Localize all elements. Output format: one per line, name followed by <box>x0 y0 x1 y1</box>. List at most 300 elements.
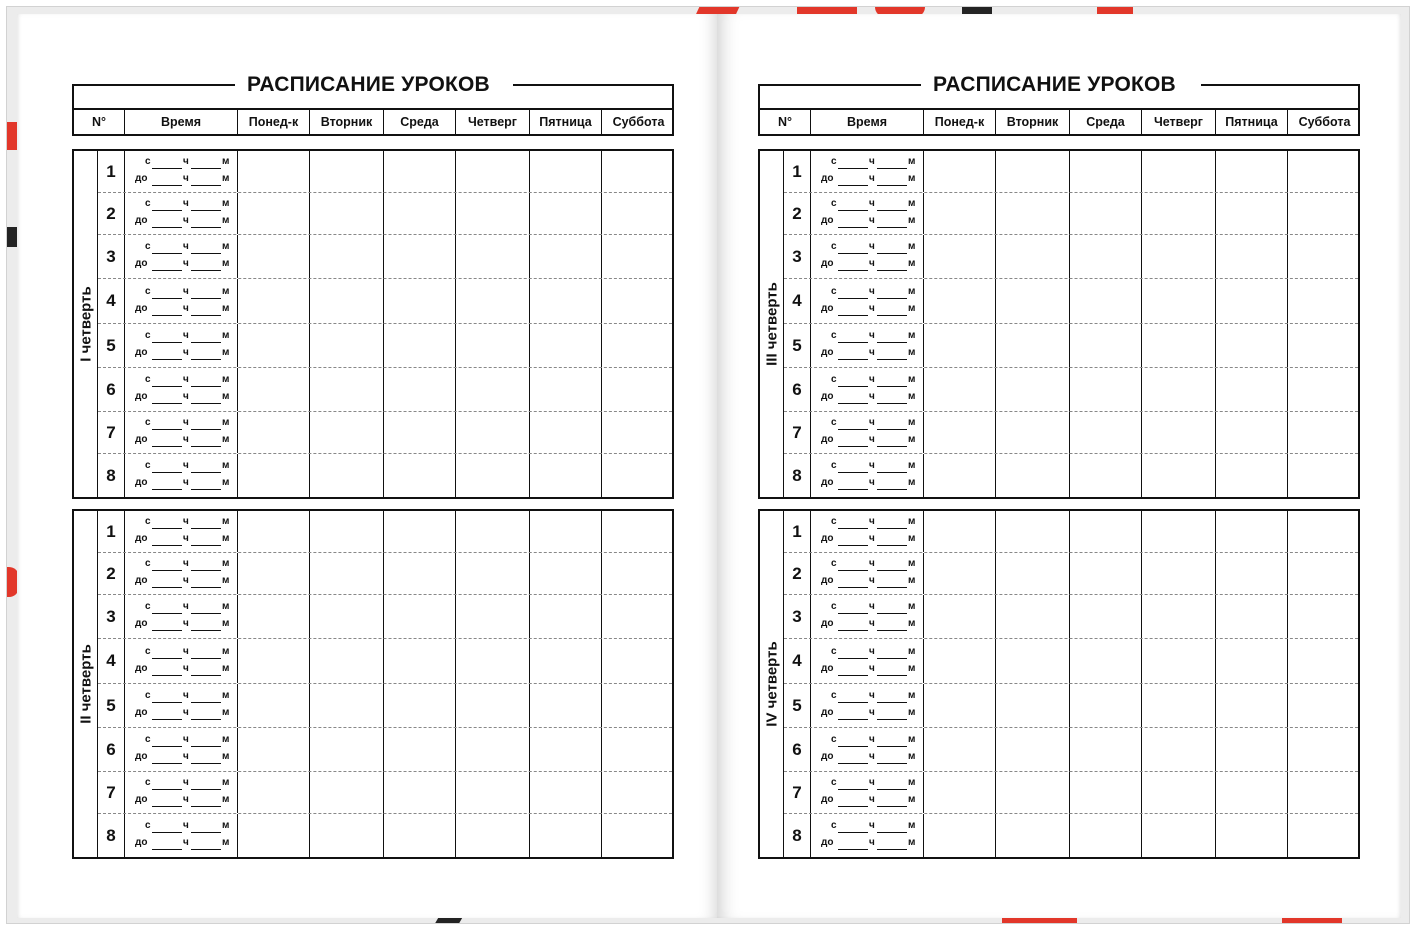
subject-cell[interactable] <box>1216 151 1288 192</box>
time-prefix: до <box>821 477 834 488</box>
lesson-row <box>98 728 672 772</box>
minutes-unit: м <box>908 477 916 488</box>
lesson-time-cell[interactable] <box>125 324 238 367</box>
subject-cell[interactable] <box>924 553 996 594</box>
lesson-row <box>784 553 1358 595</box>
column-header: Суббота <box>1298 115 1351 129</box>
subject-cell[interactable] <box>456 511 530 552</box>
subject-cell[interactable] <box>1142 279 1216 323</box>
subject-cell[interactable] <box>1288 454 1361 497</box>
subject-cell[interactable] <box>996 595 1070 638</box>
column-header: Понед-к <box>924 110 996 134</box>
subject-cell[interactable] <box>530 814 602 857</box>
subject-cell[interactable] <box>238 639 310 683</box>
subject-cell[interactable] <box>602 595 675 638</box>
subject-cell[interactable] <box>310 454 384 497</box>
lesson-time-cell[interactable] <box>811 279 924 323</box>
subject-cell[interactable] <box>1288 553 1361 594</box>
subject-cell[interactable] <box>384 368 456 411</box>
hours-unit: ч <box>183 820 189 831</box>
lesson-number: 5 <box>98 684 125 727</box>
subject-cell[interactable] <box>1070 324 1142 367</box>
subject-cell[interactable] <box>1142 324 1216 367</box>
hour-blank <box>838 168 868 169</box>
subject-cell[interactable] <box>384 684 456 727</box>
subject-cell[interactable] <box>1288 814 1361 857</box>
subject-cell[interactable] <box>1288 324 1361 367</box>
subject-cell[interactable] <box>310 772 384 813</box>
subject-cell[interactable] <box>310 511 384 552</box>
subject-cell[interactable] <box>996 814 1070 857</box>
subject-cell[interactable] <box>602 553 675 594</box>
lesson-time-cell[interactable] <box>811 324 924 367</box>
subject-cell[interactable] <box>310 235 384 278</box>
minute-blank <box>877 315 907 316</box>
subject-cell[interactable] <box>384 553 456 594</box>
subject-cell[interactable] <box>1142 235 1216 278</box>
time-prefix: до <box>821 794 834 805</box>
subject-cell[interactable] <box>310 814 384 857</box>
subject-cell[interactable] <box>456 279 530 323</box>
subject-cell[interactable] <box>1216 235 1288 278</box>
lesson-time-cell[interactable] <box>811 553 924 594</box>
subject-cell[interactable] <box>530 193 602 234</box>
hours-unit: ч <box>183 516 189 527</box>
subject-cell[interactable] <box>924 151 996 192</box>
hours-unit: ч <box>183 558 189 569</box>
subject-cell[interactable] <box>1216 279 1288 323</box>
subject-cell[interactable] <box>238 454 310 497</box>
subject-cell[interactable] <box>924 412 996 453</box>
subject-cell[interactable] <box>1070 151 1142 192</box>
subject-cell[interactable] <box>384 511 456 552</box>
lesson-time-cell[interactable] <box>811 412 924 453</box>
subject-cell[interactable] <box>996 454 1070 497</box>
subject-cell[interactable] <box>602 412 675 453</box>
subject-cell[interactable] <box>602 235 675 278</box>
subject-cell[interactable] <box>238 324 310 367</box>
minutes-unit: м <box>908 575 916 586</box>
lesson-number: 4 <box>784 279 811 323</box>
subject-cell[interactable] <box>310 412 384 453</box>
subject-cell[interactable] <box>238 279 310 323</box>
subject-cell[interactable] <box>996 412 1070 453</box>
subject-cell[interactable] <box>1216 324 1288 367</box>
subject-cell[interactable] <box>238 553 310 594</box>
subject-cell[interactable] <box>1288 151 1361 192</box>
time-prefix: до <box>135 575 148 586</box>
subject-cell[interactable] <box>1142 454 1216 497</box>
subject-cell[interactable] <box>310 684 384 727</box>
time-prefix: с <box>145 156 151 167</box>
minutes-unit: м <box>908 173 916 184</box>
subject-cell[interactable] <box>1288 279 1361 323</box>
subject-cell[interactable] <box>238 814 310 857</box>
subject-cell[interactable] <box>530 511 602 552</box>
subject-cell[interactable] <box>1142 368 1216 411</box>
subject-cell[interactable] <box>238 595 310 638</box>
subject-cell[interactable] <box>602 814 675 857</box>
subject-cell[interactable] <box>996 772 1070 813</box>
subject-cell[interactable] <box>602 324 675 367</box>
lesson-row <box>784 595 1358 639</box>
time-prefix: до <box>135 477 148 488</box>
subject-cell[interactable] <box>1142 639 1216 683</box>
subject-cell[interactable] <box>530 454 602 497</box>
subject-cell[interactable] <box>456 193 530 234</box>
hours-unit: ч <box>183 751 189 762</box>
hours-unit: ч <box>183 215 189 226</box>
subject-cell[interactable] <box>310 193 384 234</box>
lesson-time-cell[interactable] <box>811 193 924 234</box>
subject-cell[interactable] <box>238 151 310 192</box>
subject-cell[interactable] <box>602 454 675 497</box>
subject-cell[interactable] <box>1216 814 1288 857</box>
subject-cell[interactable] <box>530 595 602 638</box>
subject-cell[interactable] <box>530 151 602 192</box>
lesson-time-cell[interactable] <box>811 814 924 857</box>
subject-cell[interactable] <box>238 772 310 813</box>
subject-cell[interactable] <box>384 772 456 813</box>
subject-cell[interactable] <box>996 368 1070 411</box>
subject-cell[interactable] <box>1216 772 1288 813</box>
hour-blank <box>152 832 182 833</box>
lesson-row <box>784 412 1358 454</box>
lesson-number: 8 <box>98 454 125 497</box>
subject-cell[interactable] <box>1288 193 1361 234</box>
subject-cell[interactable] <box>456 324 530 367</box>
subject-cell[interactable] <box>1288 728 1361 771</box>
subject-cell[interactable] <box>384 412 456 453</box>
subject-cell[interactable] <box>1288 595 1361 638</box>
subject-cell[interactable] <box>530 772 602 813</box>
subject-cell[interactable] <box>1070 772 1142 813</box>
subject-cell[interactable] <box>1070 639 1142 683</box>
hours-unit: ч <box>869 198 875 209</box>
minute-blank <box>191 613 221 614</box>
subject-cell[interactable] <box>602 772 675 813</box>
lesson-time-cell[interactable] <box>811 728 924 771</box>
lesson-time-cell[interactable] <box>125 368 238 411</box>
subject-cell[interactable] <box>310 151 384 192</box>
subject-cell[interactable] <box>1142 511 1216 552</box>
minutes-unit: м <box>222 734 230 745</box>
subject-cell[interactable] <box>1216 193 1288 234</box>
subject-cell[interactable] <box>1070 454 1142 497</box>
schedule-header-row <box>72 108 674 136</box>
subject-cell[interactable] <box>456 553 530 594</box>
minutes-unit: м <box>222 286 230 297</box>
minutes-unit: м <box>222 417 230 428</box>
minutes-unit: м <box>222 215 230 226</box>
subject-cell[interactable] <box>1142 684 1216 727</box>
time-prefix: до <box>821 575 834 586</box>
minute-blank <box>191 702 221 703</box>
minutes-unit: м <box>222 533 230 544</box>
subject-cell[interactable] <box>1142 193 1216 234</box>
quarter-label <box>74 511 98 857</box>
hours-unit: ч <box>869 347 875 358</box>
subject-cell[interactable] <box>384 639 456 683</box>
page-title: РАСПИСАНИЕ УРОКОВ <box>247 73 490 96</box>
subject-cell[interactable] <box>996 279 1070 323</box>
lesson-time-cell[interactable] <box>811 151 924 192</box>
hour-blank <box>838 630 868 631</box>
subject-cell[interactable] <box>602 728 675 771</box>
hours-unit: ч <box>183 347 189 358</box>
hour-blank <box>838 763 868 764</box>
subject-cell[interactable] <box>1288 772 1361 813</box>
subject-cell[interactable] <box>310 639 384 683</box>
subject-cell[interactable] <box>1070 595 1142 638</box>
subject-cell[interactable] <box>1216 639 1288 683</box>
lesson-row <box>98 553 672 595</box>
lesson-time-cell[interactable] <box>125 454 238 497</box>
subject-cell[interactable] <box>1070 193 1142 234</box>
subject-cell[interactable] <box>310 553 384 594</box>
subject-cell[interactable] <box>310 595 384 638</box>
subject-cell[interactable] <box>996 235 1070 278</box>
subject-cell[interactable] <box>996 728 1070 771</box>
subject-cell[interactable] <box>1288 412 1361 453</box>
subject-cell[interactable] <box>924 511 996 552</box>
subject-cell[interactable] <box>310 368 384 411</box>
hour-blank <box>838 702 868 703</box>
subject-cell[interactable] <box>996 639 1070 683</box>
subject-cell[interactable] <box>1070 684 1142 727</box>
lesson-time-cell[interactable] <box>811 772 924 813</box>
subject-cell[interactable] <box>1288 511 1361 552</box>
subject-cell[interactable] <box>530 235 602 278</box>
subject-cell[interactable] <box>456 454 530 497</box>
subject-cell[interactable] <box>310 324 384 367</box>
lesson-time-cell[interactable] <box>125 728 238 771</box>
subject-cell[interactable] <box>1070 553 1142 594</box>
hour-blank <box>838 806 868 807</box>
time-prefix: с <box>831 460 837 471</box>
subject-cell[interactable] <box>456 772 530 813</box>
subject-cell[interactable] <box>530 279 602 323</box>
subject-cell[interactable] <box>1142 412 1216 453</box>
subject-cell[interactable] <box>310 279 384 323</box>
subject-cell[interactable] <box>996 151 1070 192</box>
subject-cell[interactable] <box>996 684 1070 727</box>
subject-cell[interactable] <box>1142 595 1216 638</box>
subject-cell[interactable] <box>602 151 675 192</box>
subject-cell[interactable] <box>456 728 530 771</box>
hours-unit: ч <box>183 533 189 544</box>
subject-cell[interactable] <box>996 324 1070 367</box>
lesson-time-cell[interactable] <box>125 772 238 813</box>
lesson-row <box>98 684 672 728</box>
subject-cell[interactable] <box>602 193 675 234</box>
subject-cell[interactable] <box>602 279 675 323</box>
subject-cell[interactable] <box>1288 235 1361 278</box>
subject-cell[interactable] <box>1216 454 1288 497</box>
hours-unit: ч <box>183 734 189 745</box>
hours-unit: ч <box>869 777 875 788</box>
subject-cell[interactable] <box>238 684 310 727</box>
hour-blank <box>152 613 182 614</box>
subject-cell[interactable] <box>238 412 310 453</box>
minute-blank <box>191 545 221 546</box>
lesson-time-cell[interactable] <box>125 814 238 857</box>
subject-cell[interactable] <box>456 412 530 453</box>
lesson-time-cell[interactable] <box>811 235 924 278</box>
hour-blank <box>838 342 868 343</box>
minute-blank <box>877 298 907 299</box>
subject-cell[interactable] <box>924 772 996 813</box>
subject-cell[interactable] <box>238 511 310 552</box>
lesson-time-cell[interactable] <box>125 151 238 192</box>
subject-cell[interactable] <box>924 368 996 411</box>
subject-cell[interactable] <box>384 279 456 323</box>
subject-cell[interactable] <box>602 684 675 727</box>
subject-cell[interactable] <box>238 368 310 411</box>
minutes-unit: м <box>222 601 230 612</box>
subject-cell[interactable] <box>456 639 530 683</box>
lesson-row <box>784 368 1358 412</box>
subject-cell[interactable] <box>1142 151 1216 192</box>
subject-cell[interactable] <box>530 368 602 411</box>
subject-cell[interactable] <box>238 193 310 234</box>
subject-cell[interactable] <box>1216 728 1288 771</box>
lesson-time-cell[interactable] <box>811 511 924 552</box>
subject-cell[interactable] <box>238 235 310 278</box>
subject-cell[interactable] <box>384 728 456 771</box>
subject-cell[interactable] <box>310 728 384 771</box>
lesson-time-cell[interactable] <box>125 684 238 727</box>
lesson-row <box>98 368 672 412</box>
minutes-unit: м <box>222 156 230 167</box>
subject-cell[interactable] <box>924 684 996 727</box>
lesson-number: 6 <box>98 728 125 771</box>
subject-cell[interactable] <box>1070 235 1142 278</box>
subject-cell[interactable] <box>1216 595 1288 638</box>
subject-cell[interactable] <box>1216 553 1288 594</box>
subject-cell[interactable] <box>384 454 456 497</box>
subject-cell[interactable] <box>384 814 456 857</box>
subject-cell[interactable] <box>602 639 675 683</box>
subject-cell[interactable] <box>384 324 456 367</box>
subject-cell[interactable] <box>456 684 530 727</box>
subject-cell[interactable] <box>996 553 1070 594</box>
subject-cell[interactable] <box>924 193 996 234</box>
hour-blank <box>838 270 868 271</box>
subject-cell[interactable] <box>456 814 530 857</box>
subject-cell[interactable] <box>924 728 996 771</box>
minute-blank <box>191 587 221 588</box>
subject-cell[interactable] <box>1288 368 1361 411</box>
subject-cell[interactable] <box>384 193 456 234</box>
time-prefix: с <box>145 690 151 701</box>
minutes-unit: м <box>908 391 916 402</box>
minutes-unit: м <box>908 303 916 314</box>
subject-cell[interactable] <box>1070 368 1142 411</box>
subject-cell[interactable] <box>1216 368 1288 411</box>
subject-cell[interactable] <box>456 151 530 192</box>
hours-unit: ч <box>869 417 875 428</box>
subject-cell[interactable] <box>996 511 1070 552</box>
subject-cell[interactable] <box>530 639 602 683</box>
subject-cell[interactable] <box>238 728 310 771</box>
subject-cell[interactable] <box>530 728 602 771</box>
minutes-unit: м <box>222 751 230 762</box>
subject-cell[interactable] <box>924 279 996 323</box>
time-prefix: с <box>831 198 837 209</box>
subject-cell[interactable] <box>996 193 1070 234</box>
lesson-time-cell[interactable] <box>125 595 238 638</box>
lesson-row <box>98 193 672 235</box>
lesson-time-cell[interactable] <box>811 684 924 727</box>
subject-cell[interactable] <box>1288 639 1361 683</box>
subject-cell[interactable] <box>924 235 996 278</box>
lesson-time-cell[interactable] <box>125 279 238 323</box>
subject-cell[interactable] <box>1216 412 1288 453</box>
hour-blank <box>838 315 868 316</box>
subject-cell[interactable] <box>1142 728 1216 771</box>
subject-cell[interactable] <box>456 235 530 278</box>
lesson-time-cell[interactable] <box>125 193 238 234</box>
subject-cell[interactable] <box>530 553 602 594</box>
hours-unit: ч <box>183 601 189 612</box>
subject-cell[interactable] <box>530 324 602 367</box>
subject-cell[interactable] <box>1070 412 1142 453</box>
subject-cell[interactable] <box>530 684 602 727</box>
lesson-row <box>784 151 1358 193</box>
subject-cell[interactable] <box>602 511 675 552</box>
subject-cell[interactable] <box>384 151 456 192</box>
title-rule <box>1358 84 1360 108</box>
subject-cell[interactable] <box>924 595 996 638</box>
minute-blank <box>877 849 907 850</box>
lesson-time-cell[interactable] <box>811 595 924 638</box>
lesson-time-cell[interactable] <box>125 511 238 552</box>
lesson-time-cell[interactable] <box>125 412 238 453</box>
subject-cell[interactable] <box>602 368 675 411</box>
subject-cell[interactable] <box>456 595 530 638</box>
subject-cell[interactable] <box>1216 511 1288 552</box>
lesson-time-cell[interactable] <box>811 639 924 683</box>
subject-cell[interactable] <box>384 595 456 638</box>
lesson-time-cell[interactable] <box>125 639 238 683</box>
subject-cell[interactable] <box>924 814 996 857</box>
subject-cell[interactable] <box>924 324 996 367</box>
subject-cell[interactable] <box>924 454 996 497</box>
subject-cell[interactable] <box>1142 553 1216 594</box>
subject-cell[interactable] <box>1288 684 1361 727</box>
subject-cell[interactable] <box>1070 279 1142 323</box>
subject-cell[interactable] <box>530 412 602 453</box>
minutes-unit: м <box>222 303 230 314</box>
lesson-time-cell[interactable] <box>125 235 238 278</box>
subject-cell[interactable] <box>1070 814 1142 857</box>
subject-cell[interactable] <box>924 639 996 683</box>
subject-cell[interactable] <box>1142 814 1216 857</box>
subject-cell[interactable] <box>1216 684 1288 727</box>
lesson-time-cell[interactable] <box>811 454 924 497</box>
lesson-time-cell[interactable] <box>811 368 924 411</box>
hour-blank <box>838 403 868 404</box>
subject-cell[interactable] <box>1142 772 1216 813</box>
subject-cell[interactable] <box>1070 511 1142 552</box>
subject-cell[interactable] <box>1070 728 1142 771</box>
lesson-time-cell[interactable] <box>125 553 238 594</box>
subject-cell[interactable] <box>456 368 530 411</box>
subject-cell[interactable] <box>384 235 456 278</box>
minutes-unit: м <box>908 751 916 762</box>
time-prefix: до <box>821 347 834 358</box>
